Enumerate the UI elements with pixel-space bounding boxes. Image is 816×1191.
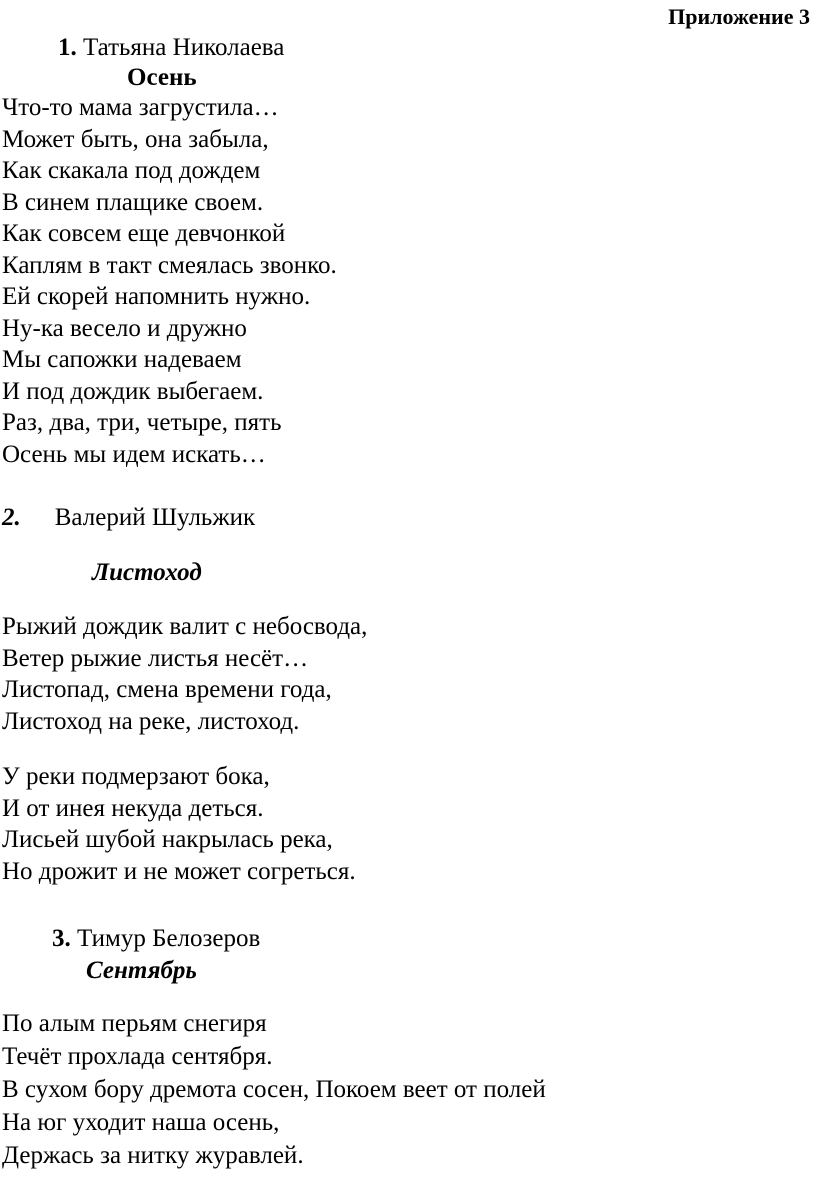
poem-1-author: Татьяна Николаева [83,34,285,61]
poem-line: Держась за нитку журавлей. [2,1142,304,1169]
poem-line: В синем плащике своем. [2,188,264,216]
poem-2-number: 2. [2,504,21,531]
poem-line: Листоход на реке, листоход. [2,707,300,735]
poem-line: Что-то мама загрустила… [2,94,279,121]
poem-line: У реки подмерзают бока, [2,763,270,790]
poem-1-title: Осень [127,64,197,91]
poem-line: Течёт прохлада сентября. [2,1043,273,1070]
poem-line: Ветер рыжие листья несёт… [2,644,309,672]
poem-line: Листопад, смена времени года, [2,676,332,703]
poem-line: Лисьей шубой накрылась река, [2,826,333,853]
poem-line: По алым перьям снегиря [2,1010,267,1037]
poem-2-heading [2,503,255,533]
poem-3-heading [52,924,260,954]
poem-3-number: 3. [52,925,71,952]
poem-line: Как скакала под дождем [2,157,261,184]
appendix-label: Приложение 3 [668,4,810,29]
poem-line: В сухом бору дремота сосен, Покоем веет от полей [2,1076,546,1103]
poem-2-author: Валерий Шульжик [54,504,256,531]
poem-1-stanza-1 [2,92,337,470]
poem-line: Как совсем еще девчонкой [2,220,286,247]
poem-1-heading [58,33,284,63]
poem-3-author: Тимур Белозеров [77,925,261,952]
poem-line: И под дождик выбегаем. [2,377,264,405]
poem-1-number: 1. [58,34,77,61]
poem-2-title: Листоход [92,559,202,586]
poem-line: Ей скорей напомнить нужно. [2,283,311,310]
poem-line: Рыжий дождик валит с небосвода, [2,613,368,640]
poem-line: Может быть, она забыла, [2,125,269,153]
poem-2-stanza-1 [2,611,367,737]
poem-line: Раз, два, три, четыре, пять [2,409,282,436]
poem-line: Ну-ка весело и дружно [2,314,247,342]
poem-line: И от инея некуда деться. [2,794,264,822]
poem-2-stanza-2 [2,761,356,887]
poem-3-title: Сентябрь [86,957,197,984]
poem-line: Мы сапожки надеваем [2,346,242,373]
poem-line: Осень мы идем искать… [2,440,266,468]
poem-3-stanza-1 [2,1007,546,1172]
poem-line: На юг уходит наша осень, [2,1109,280,1136]
poem-line: Но дрожит и не может согреться. [2,857,356,885]
poem-line: Каплям в такт смеялась звонко. [2,251,337,279]
